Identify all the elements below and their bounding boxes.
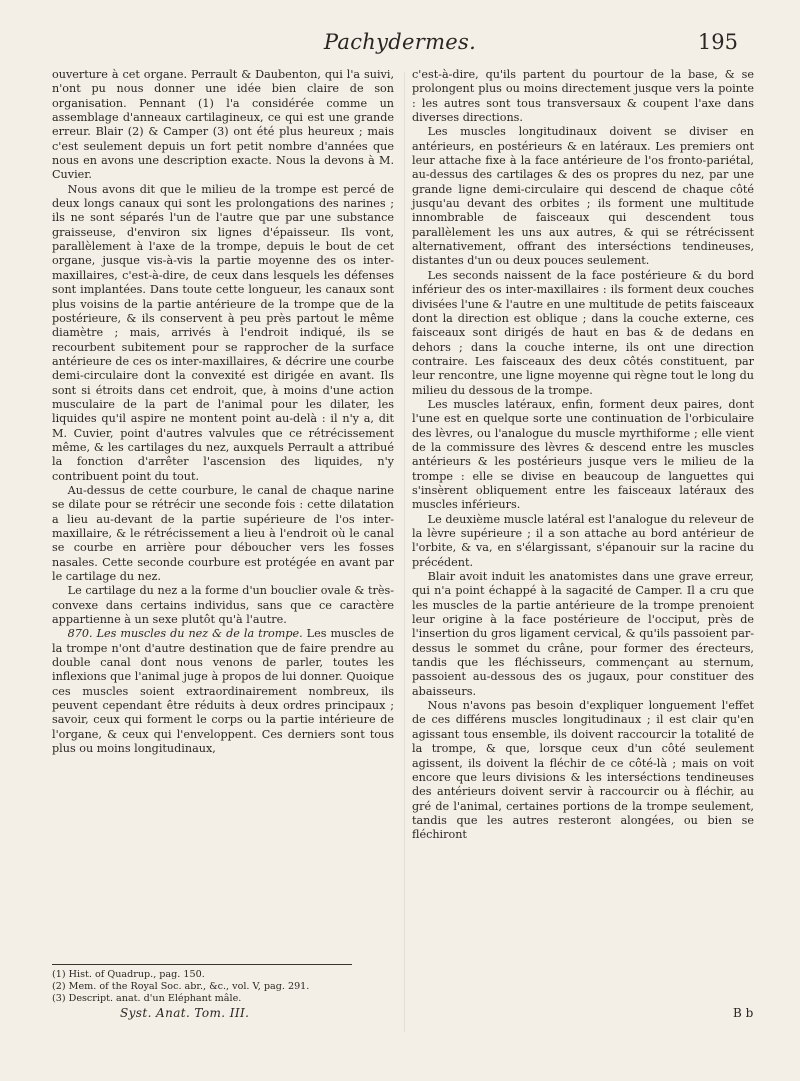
- column-gutter: [404, 72, 405, 1032]
- paragraph: Le deuxième muscle latéral est l'analogue du releveur de la lèvre supérieure ; il a son attache au bord antérieur de l'orbite, & va, en s'élargissant, s'épanouir sur la racine du précédent.: [412, 512, 754, 569]
- section-text: Les muscles de la trompe n'ont d'autre destination que de faire prendre au double canal dont nous venons de parler, toutes les inflexions que l'animal juge à propos de lui donner. Quoique ces muscles soient extraordinairement nombreux, ils peuvent cependant être réduits à deux ordres principaux ; savoir, ceux qui forment le corps ou la partie intérieure de l'organe, & ceux qui l'enveloppent. Ces derniers sont tous plus ou moins longitudinaux,: [52, 627, 394, 756]
- footnote: (3) Descript. anat. d'un Eléphant mâle.: [52, 992, 242, 1004]
- paragraph: Nous n'avons pas besoin d'expliquer longuement l'effet de ces différens muscles longitudinaux ; il est clair qu'en agissant tous ensemble, ils doivent raccourcir la totalité de la trompe, & que, lorsque ceux d'un côté seulement agissent, ils doivent la fléchir de ce côté-là ; mais on voit encore que leurs divisions & les interséctions tendineuses des antérieurs doivent servir à raccourcir ou à fléchir, au gré de l'animal, certaines portions de la trompe seulement, tandis que les autres resteront alongées, ou bien se fléchiront: [412, 699, 754, 842]
- paragraph: c'est-à-dire, qu'ils partent du pourtour de la base, & se prolongent plus ou moins directement jusque vers la pointe : les autres sont tous transversaux & coupent l'axe dans diverses directions.: [412, 68, 754, 125]
- left-column: [52, 68, 394, 757]
- running-title: Pachydermes.: [323, 30, 477, 54]
- running-header: [0, 22, 800, 62]
- footnote: (2) Mem. of the Royal Soc. abr., &c., vol. V, pag. 291.: [52, 980, 310, 992]
- footnote-rule: [52, 964, 352, 965]
- paragraph: Le cartilage du nez a la forme d'un bouclier ovale & très-convexe dans certains individus, sans que ce caractère appartienne à un sexe plutôt qu'à l'autre.: [52, 584, 394, 627]
- paragraph: ouverture à cet organe. Perrault & Daubenton, qui l'a suivi, n'ont pu nous donner une idée bien claire de son organisation. Pennant (1) l'a considérée comme un assemblage d'anneaux cartilagineux, ce qui est une grande erreur. Blair (2) & Camper (3) ont été plus heureux ; mais c'est seulement depuis un fort petit nombre d'années que nous en avons une description exacte. Nous la devons à M. Cuvier.: [52, 68, 394, 182]
- signature-mark: Syst. Anat. Tom. III.: [120, 1006, 250, 1020]
- section-paragraph: [52, 627, 394, 756]
- paragraph: Au-dessus de cette courbure, le canal de chaque narine se dilate pour se rétrécir une seconde fois : cette dilatation a lieu au-devant de la partie supérieure de l'os inter-maxillaire, & le rétrécissement a lieu à l'endroit où le canal se courbe en arrière pour déboucher vers les fosses nasales. Cette seconde courbure est protégée en avant par le cartilage du nez.: [52, 483, 394, 584]
- footnote: (1) Hist. of Quadrup., pag. 150.: [52, 969, 205, 980]
- paragraph: Les seconds naissent de la face postérieure & du bord inférieur des os inter-maxillaires : ils forment deux couches divisées l'une & l'autre en une multitude de petits faisceaux dont la direction est oblique ; dans la couche externe, ces faisceaux sont dirigés de haut en bas & de dedans en dehors ; dans la couche interne, ils ont une direction contraire. Les faisceaux des deux côtés constituent, par leur rencontre, une ligne moyenne qui règne tout le long du milieu du dessous de la trompe.: [412, 268, 754, 397]
- right-column: [412, 68, 754, 843]
- paragraph: Les muscles latéraux, enfin, forment deux paires, dont l'une est en quelque sorte une continuation de l'orbiculaire des lèvres, ou l'analogue du muscle myrthiforme ; elle vient de la commissure des lèvres & descend entre les muscles antérieurs & les postérieurs jusque vers le milieu de la trompe : elle se divise en beaucoup de languettes qui s'insèrent obliquement entre les faisceaux latéraux des muscles inférieurs.: [412, 397, 754, 512]
- paragraph: Nous avons dit que le milieu de la trompe est percé de deux longs canaux qui sont les prolongations des narines ; ils ne sont séparés l'un de l'autre que par une substance graisseuse, d'environ six lignes d'épaisseur. Ils vont, parallèlement à l'axe de la trompe, depuis le bout de cet organe, jusque vis-à-vis la partie moyenne des os inter-maxillaires, c'est-à-dire, de ceux dans lesquels les défenses sont implantées. Dans toute cette longueur, les canaux sont plus voisins de la partie antérieure de la trompe que de la postérieure, & ils conservent à peu près partout le même diamètre ; mais, arrivés à l'endroit indiqué, ils se recourbent subitement pour se rapprocher de la surface antérieure de ces os inter-maxillaires, & décrire une courbe demi-circulaire dont la convexité est dirigée en avant. Ils sont si étroits dans cet endroit, que, à moins d'une action musculaire de la part de l'animal pour les dilater, les liquides qu'il aspire ne montent point au-delà : il n'y a, dit M. Cuvier, point d'autres valvules que ce rétrécissement même, & les cartilages du nez, auxquels Perrault a attribué la fonction d'arrêter l'ascension des liquides, n'y contribuent point du tout.: [52, 182, 394, 483]
- gathering-mark: B b: [733, 1006, 754, 1020]
- section-heading: 870. Les muscles du nez & de la trompe.: [67, 627, 303, 641]
- footnotes: [52, 964, 352, 1004]
- page-number: 195: [697, 30, 738, 54]
- paragraph: Les muscles longitudinaux doivent se diviser en antérieurs, en postérieurs & en latéraux. Les premiers ont leur attache fixe à la face antérieure de l'os fronto-pariétal, au-dessus des cartilages & des os propres du nez, par une grande ligne demi-circulaire qui descend de chaque côté jusqu'au devant des orbites ; ils forment une multitude innombrable de faisceaux qui descendent tous parallèlement les uns aux autres, & qui se rétrécissent alternativement, offrant des interséctions tendineuses, distantes d'un ou deux pouces seulement.: [412, 125, 754, 268]
- paragraph: Blair avoit induit les anatomistes dans une grave erreur, qui n'a point échappé à la sagacité de Camper. Il a cru que les muscles de la partie antérieure de la trompe prenoient leur origine à la face postérieure de l'occiput, près de l'insertion du gros ligament cervical, & qu'ils passoient par-dessus le sommet du crâne, pour former des érecteurs, tandis que les fléchisseurs, commençant au sternum, passoient au-dessous des os jugaux, pour constituer des abaisseurs.: [412, 570, 754, 698]
